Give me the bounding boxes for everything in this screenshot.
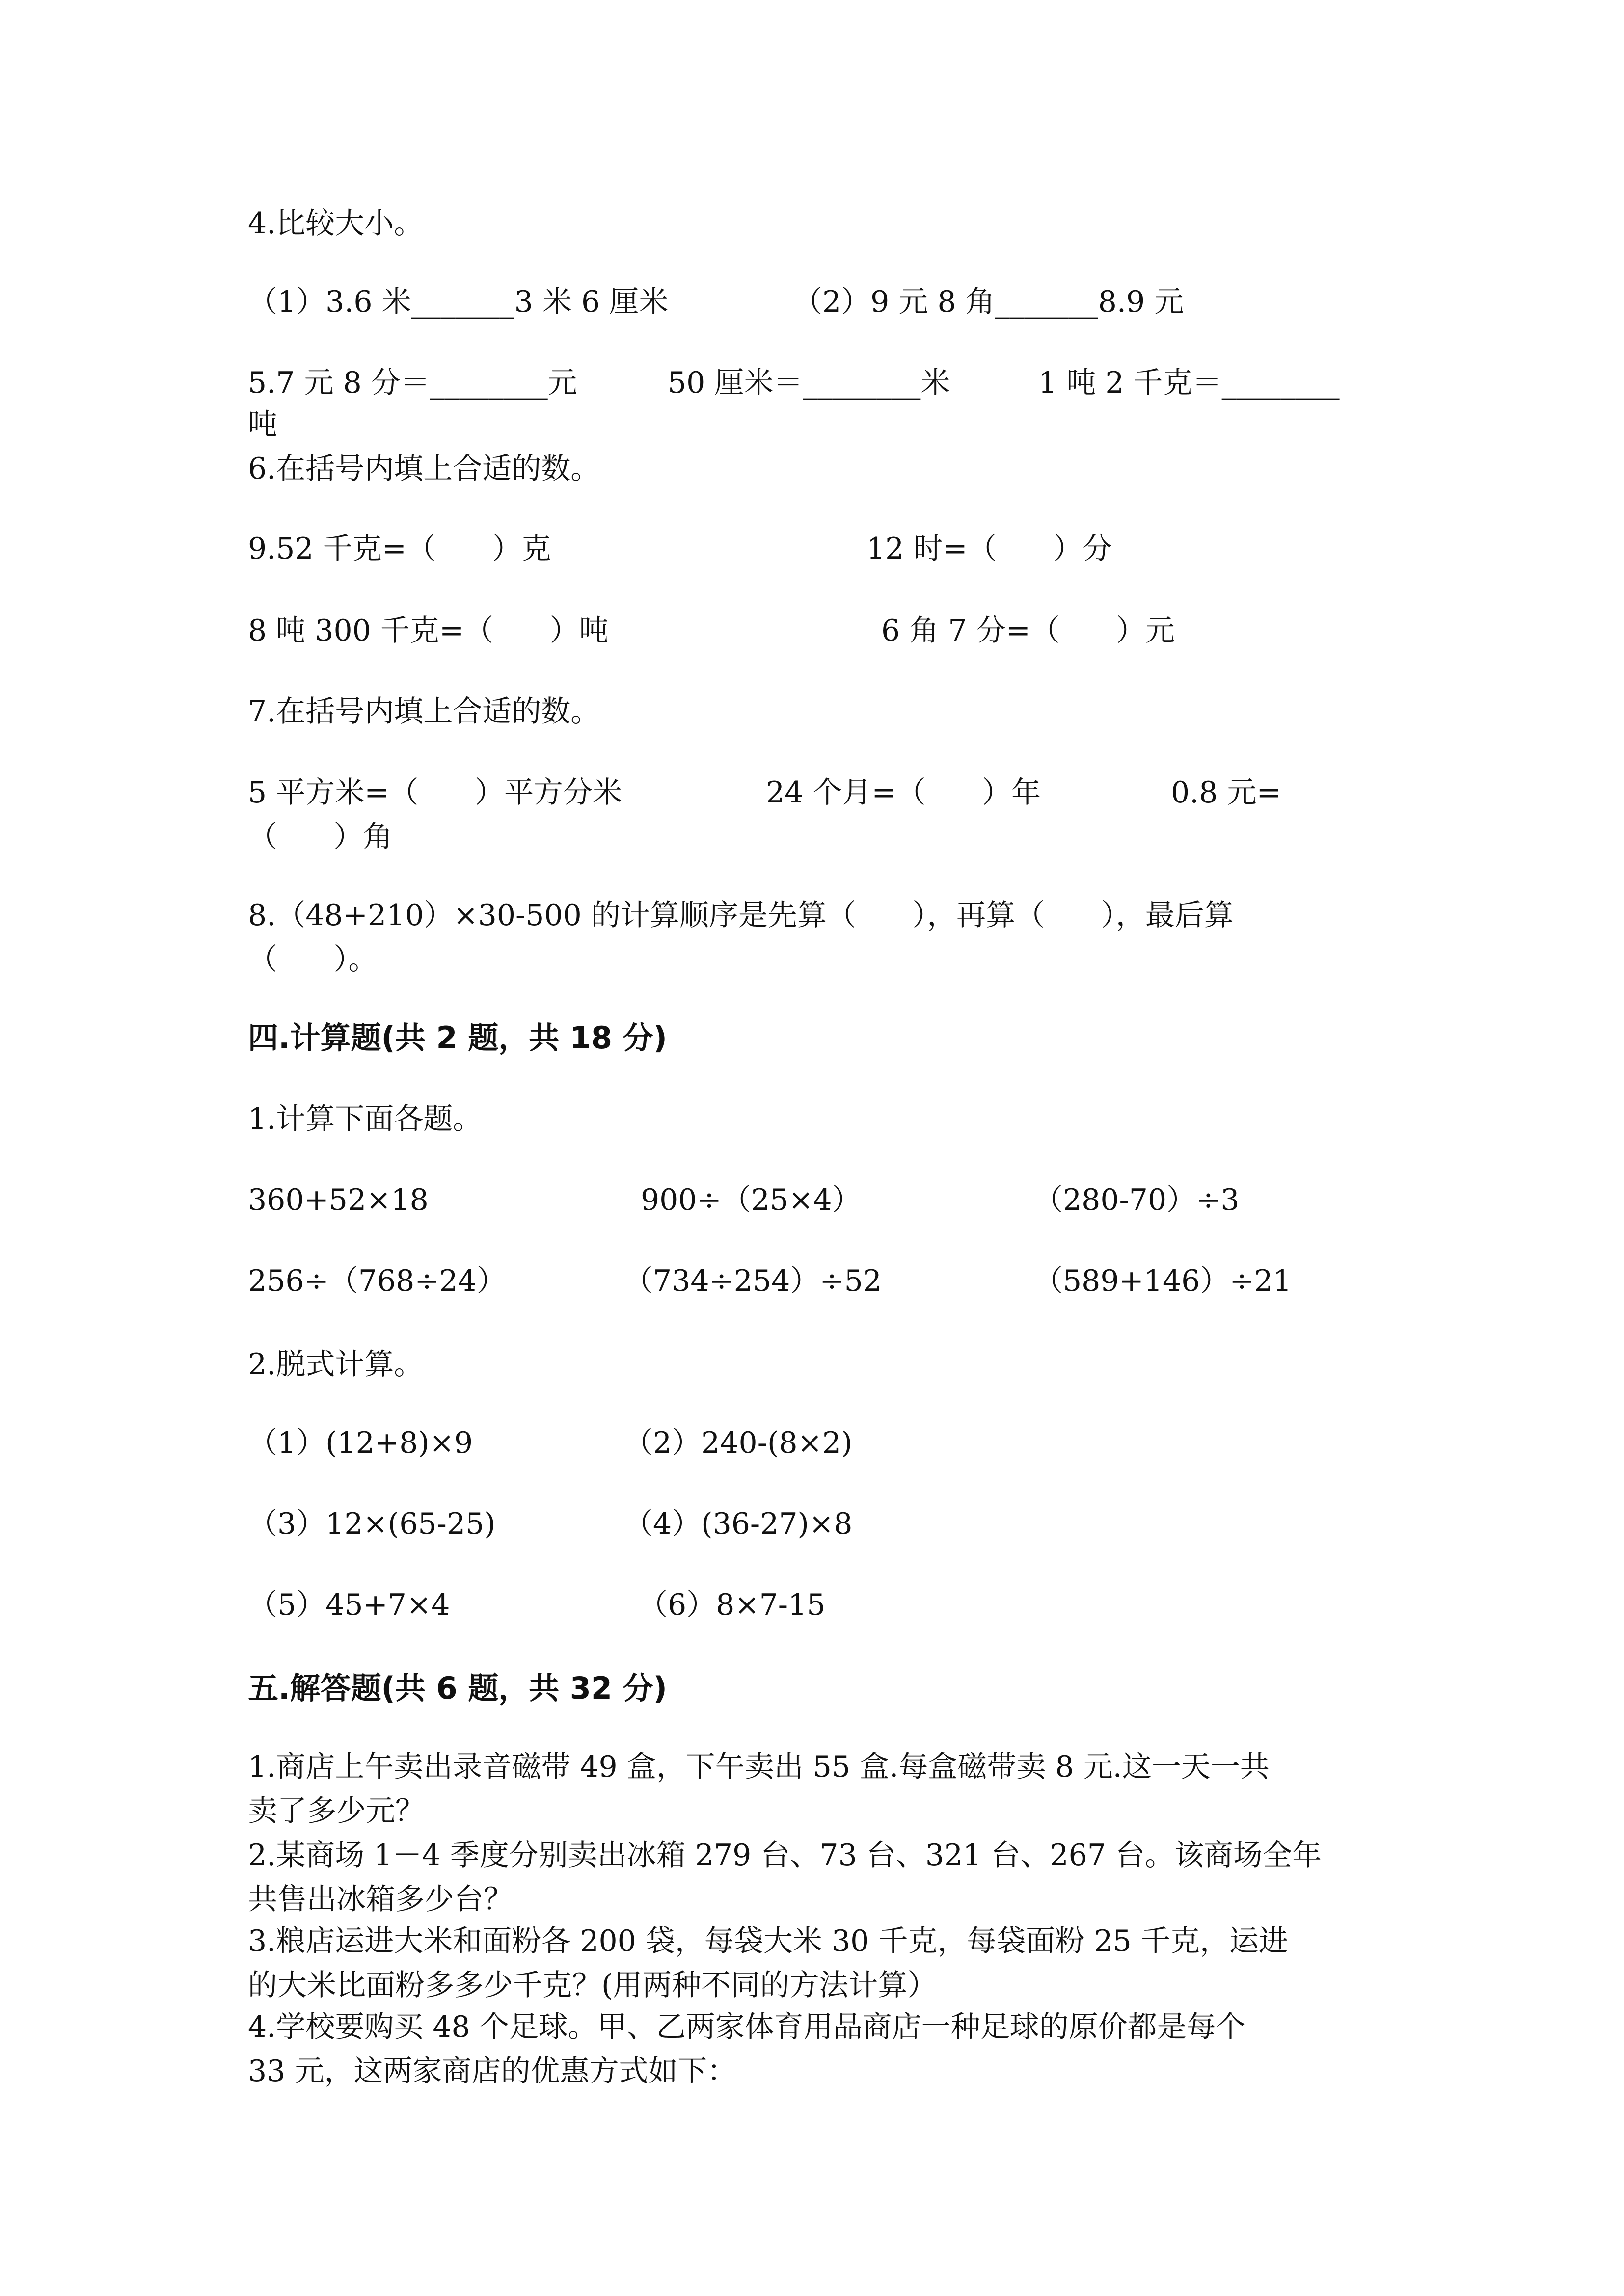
q8-line-2: （ ）。 (248, 942, 378, 977)
q6-item-1: 9.52 千克=（ ）克 (248, 532, 551, 566)
q7-item-3: 0.8 元= (1171, 775, 1281, 810)
q7-title: 7.在括号内填上合适的数。 (248, 694, 600, 729)
calc2-item-4: （4）(36-27)×8 (623, 1507, 853, 1541)
calc1-r1-c1: 360+52×18 (248, 1183, 429, 1217)
q5-part-3: 1 吨 2 千克＝________ (1038, 366, 1340, 400)
calc1-r1-c3: （280-70）÷3 (1033, 1183, 1240, 1217)
q5-part-1: 5.7 元 8 分＝________元 (248, 366, 577, 400)
calc1-r2-c1: 256÷（768÷24） (248, 1264, 506, 1298)
q7-item-3-cont: （ ）角 (248, 820, 393, 854)
q7-item-1: 5 平方米=（ ）平方分米 (248, 775, 622, 810)
calc2-item-6: （6）8×7-15 (638, 1588, 826, 1622)
calc1-r2-c2: （734÷254）÷52 (623, 1264, 882, 1298)
calc2-item-3: （3）12×(65-25) (248, 1507, 496, 1541)
answer-2-line-2: 共售出冰箱多少台？ (248, 1882, 513, 1917)
answer-2-line-1: 2.某商场 1－4 季度分别卖出冰箱 279 台、73 台、321 台、267 台。该商场全年 (248, 1838, 1322, 1872)
q5-part-3-unit: 吨 (248, 407, 277, 442)
answer-1-line-1: 1.商店上午卖出录音磁带 49 盒，下午卖出 55 盒.每盒磁带卖 8 元.这一天一共 (248, 1750, 1270, 1784)
q6-item-3: 8 吨 300 千克=（ ）吨 (248, 614, 609, 648)
calc2-item-1: （1）(12+8)×9 (248, 1426, 473, 1460)
answer-4-line-2: 33 元，这两家商店的优惠方式如下： (248, 2054, 737, 2088)
calc1-r2-c3: （589+146）÷21 (1033, 1264, 1292, 1298)
q4-title: 4.比较大小。 (248, 206, 424, 240)
calc1-r1-c2: 900÷（25×4） (641, 1183, 862, 1217)
answer-3-line-1: 3.粮店运进大米和面粉各 200 袋，每袋大米 30 千克，每袋面粉 25 千克，运进 (248, 1924, 1288, 1958)
q7-item-2: 24 个月=（ ）年 (766, 775, 1041, 810)
section-5-heading: 五.解答题(共 6 题，共 32 分) (248, 1670, 667, 1706)
q5-part-2: 50 厘米＝________米 (668, 366, 950, 400)
calc2-title: 2.脱式计算。 (248, 1347, 424, 1382)
answer-3-line-2: 的大米比面粉多多少千克？(用两种不同的方法计算） (248, 1968, 937, 2002)
q6-item-4: 6 角 7 分=（ ）元 (881, 614, 1175, 648)
q6-item-2: 12 时=（ ）分 (866, 532, 1112, 566)
calc1-title: 1.计算下面各题。 (248, 1102, 483, 1136)
q8-line-1: 8.（48+210）×30-500 的计算顺序是先算（ ），再算（ ），最后算 (248, 898, 1234, 933)
q4-part-1: （1）3.6 米_______3 米 6 厘米 (248, 285, 669, 319)
q6-title: 6.在括号内填上合适的数。 (248, 452, 600, 486)
q4-part-2: （2）9 元 8 角_______8.9 元 (793, 285, 1184, 319)
answer-1-line-2: 卖了多少元？ (248, 1794, 425, 1828)
answer-4-line-1: 4.学校要购买 48 个足球。甲、乙两家体育用品商店一种足球的原价都是每个 (248, 2010, 1245, 2044)
section-4-heading: 四.计算题(共 2 题，共 18 分) (248, 1020, 667, 1056)
calc2-item-2: （2）240-(8×2) (623, 1426, 853, 1460)
calc2-item-5: （5）45+7×4 (248, 1588, 450, 1622)
